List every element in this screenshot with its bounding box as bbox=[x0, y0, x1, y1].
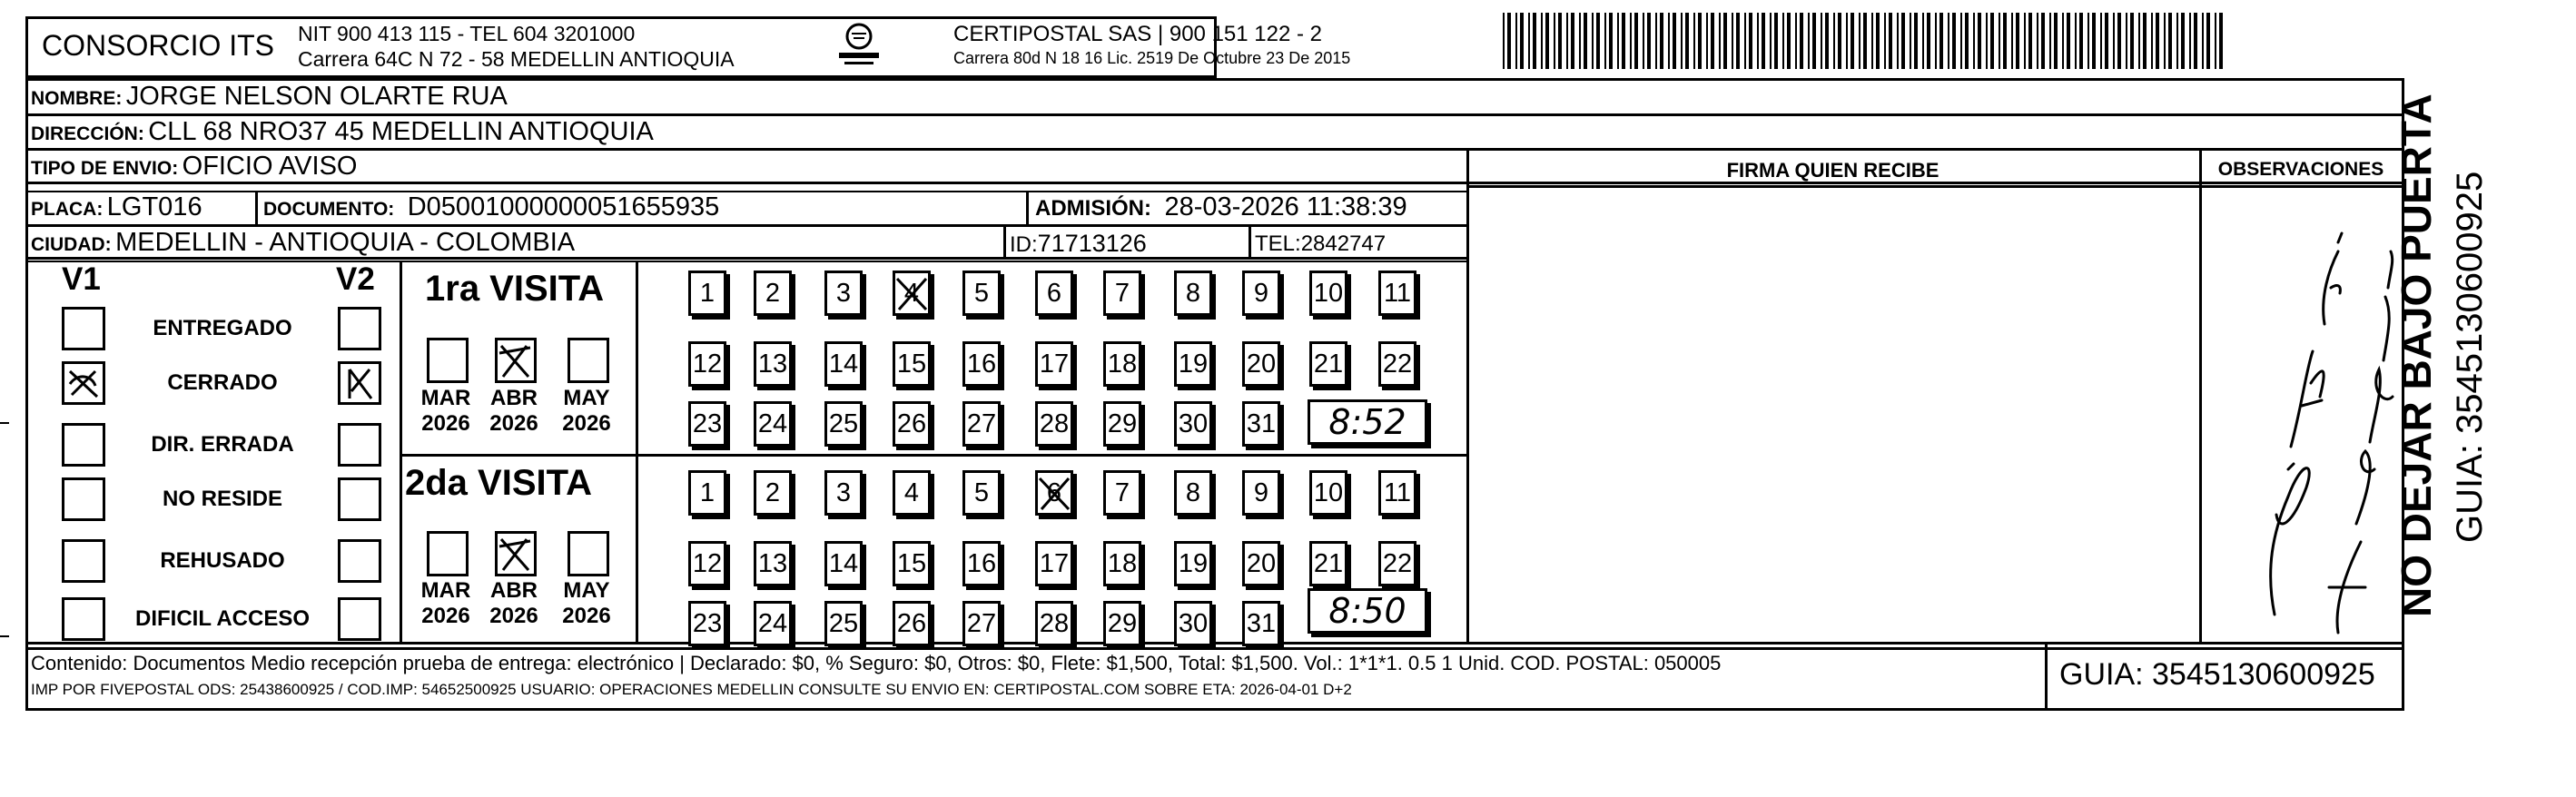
day-box[interactable]: 31 bbox=[1242, 601, 1280, 646]
tel-field bbox=[1255, 231, 1386, 257]
barcode-bar bbox=[1660, 13, 1663, 69]
barcode-bar bbox=[1990, 13, 1994, 69]
barcode-bar bbox=[1668, 13, 1670, 69]
day-box[interactable]: 26 bbox=[893, 601, 931, 646]
day-box[interactable]: 23 bbox=[688, 401, 726, 447]
month-checkbox[interactable] bbox=[427, 338, 469, 383]
firma-header: FIRMA QUIEN RECIBE bbox=[1726, 159, 1939, 182]
day-box[interactable]: 21 bbox=[1309, 341, 1347, 387]
barcode-bar bbox=[1986, 13, 1988, 69]
v2-checkbox[interactable] bbox=[338, 597, 381, 641]
barcode-bar bbox=[1965, 13, 1969, 69]
day-box[interactable]: 16 bbox=[962, 341, 1001, 387]
barcode-bar bbox=[1719, 13, 1721, 69]
day-box[interactable]: 17 bbox=[1035, 541, 1073, 586]
barcode-bar bbox=[2176, 13, 2178, 69]
barcode-bar bbox=[1901, 13, 1905, 69]
day-box[interactable]: 3 bbox=[824, 470, 863, 516]
barcode-bar bbox=[1533, 13, 1536, 69]
barcode-bar bbox=[1871, 13, 1873, 69]
visit1-title: 1ra VISITA bbox=[425, 269, 605, 309]
day-box[interactable]: 14 bbox=[824, 341, 863, 387]
barcode-bar bbox=[1711, 13, 1714, 69]
month-checkbox[interactable] bbox=[568, 338, 609, 383]
barcode-bar bbox=[2054, 13, 2058, 69]
barcode-bar bbox=[1732, 13, 1733, 69]
day-box[interactable]: 17 bbox=[1035, 341, 1073, 387]
barcode-bar bbox=[1910, 13, 1911, 69]
status-label: CERRADO bbox=[167, 370, 278, 395]
barcode-bar bbox=[1863, 13, 1867, 69]
month-label: MAY 2026 bbox=[562, 578, 611, 628]
month-checkbox[interactable] bbox=[495, 531, 537, 576]
barcode-bar bbox=[1681, 13, 1683, 69]
barcode-bar bbox=[1914, 13, 1918, 69]
day-box[interactable]: 10 bbox=[1309, 470, 1347, 516]
company-address: Carrera 64C N 72 - 58 MEDELLIN ANTIOQUIA bbox=[298, 47, 735, 71]
ciudad-label: CIUDAD: bbox=[31, 234, 112, 255]
visit2-time: 8:50 bbox=[1328, 591, 1406, 631]
day-box[interactable]: 19 bbox=[1174, 541, 1212, 586]
barcode-bar bbox=[2219, 13, 2223, 69]
barcode-bar bbox=[1922, 13, 1924, 69]
day-box[interactable]: 20 bbox=[1242, 341, 1280, 387]
day-box[interactable]: 4 bbox=[893, 271, 931, 316]
barcode-bar bbox=[1787, 13, 1791, 69]
barcode-bar bbox=[1800, 13, 1803, 69]
placa-value: LGT016 bbox=[106, 192, 202, 221]
v1-checkbox[interactable] bbox=[62, 307, 105, 350]
day-box[interactable]: 2 bbox=[754, 470, 792, 516]
barcode-bar bbox=[2024, 13, 2026, 69]
barcode bbox=[1503, 13, 2229, 69]
month-checkbox[interactable] bbox=[568, 531, 609, 576]
barcode-bar bbox=[1503, 13, 1505, 69]
barcode-bar bbox=[1808, 13, 1810, 69]
barcode-bar bbox=[1579, 13, 1581, 69]
barcode-bar bbox=[2215, 13, 2216, 69]
barcode-bar bbox=[1851, 13, 1854, 69]
day-box[interactable]: 19 bbox=[1174, 341, 1212, 387]
nombre-label: NOMBRE: bbox=[31, 88, 123, 109]
footer-box bbox=[25, 644, 2404, 711]
barcode-bar bbox=[1876, 13, 1880, 69]
day-box[interactable]: 28 bbox=[1035, 401, 1073, 447]
barcode-bar bbox=[1762, 13, 1765, 69]
barcode-bar bbox=[2151, 13, 2153, 69]
month-label: ABR 2026 bbox=[489, 578, 538, 628]
barcode-bar bbox=[2168, 13, 2172, 69]
firma-area[interactable] bbox=[1469, 188, 2199, 642]
barcode-bar bbox=[2189, 13, 2191, 69]
month-label: MAR 2026 bbox=[420, 578, 471, 628]
day-box[interactable]: 1 bbox=[688, 271, 726, 316]
barcode-bar bbox=[1897, 13, 1899, 69]
side-guia: GUIA: 3545130600925 bbox=[2450, 171, 2490, 543]
barcode-bar bbox=[1846, 13, 1848, 69]
v2-checkbox[interactable] bbox=[338, 307, 381, 350]
barcode-bar bbox=[1948, 13, 1949, 69]
barcode-bar bbox=[1554, 13, 1555, 69]
side-no-dejar: NO DEJAR BAJO PUERTA bbox=[2393, 93, 2440, 617]
barcode-bar bbox=[1736, 13, 1740, 69]
margin-mark-top bbox=[0, 422, 9, 424]
documento-label: DOCUMENTO: bbox=[263, 199, 395, 220]
barcode-bar bbox=[2117, 13, 2121, 69]
barcode-bar bbox=[1520, 13, 1524, 69]
direccion-label: DIRECCIÓN: bbox=[31, 123, 144, 144]
day-box[interactable]: 18 bbox=[1103, 341, 1141, 387]
barcode-bar bbox=[2079, 13, 2083, 69]
day-box[interactable]: 24 bbox=[754, 601, 792, 646]
nombre-value: JORGE NELSON OLARTE RUA bbox=[125, 82, 508, 111]
day-box[interactable]: 9 bbox=[1242, 271, 1280, 316]
barcode-bar bbox=[1604, 13, 1606, 69]
day-box[interactable]: 30 bbox=[1174, 601, 1212, 646]
barcode-bar bbox=[1825, 13, 1829, 69]
day-box[interactable]: 7 bbox=[1103, 271, 1141, 316]
placa-label: PLACA: bbox=[31, 199, 104, 220]
nombre-row bbox=[31, 82, 508, 112]
day-box[interactable]: 3 bbox=[824, 271, 863, 316]
day-box[interactable]: 14 bbox=[824, 541, 863, 586]
day-box[interactable]: 24 bbox=[754, 401, 792, 447]
day-box[interactable]: 12 bbox=[688, 541, 726, 586]
barcode-bar bbox=[1545, 13, 1549, 69]
barcode-bar bbox=[1838, 13, 1841, 69]
day-box[interactable]: 16 bbox=[962, 541, 1001, 586]
barcode-bar bbox=[1693, 13, 1695, 69]
barcode-bar bbox=[1757, 13, 1759, 69]
barcode-bar bbox=[2067, 13, 2070, 69]
day-box[interactable]: 5 bbox=[962, 271, 1001, 316]
barcode-bar bbox=[1723, 13, 1727, 69]
barcode-bar bbox=[1749, 13, 1752, 69]
barcode-bar bbox=[1655, 13, 1657, 69]
day-box[interactable]: 15 bbox=[893, 341, 931, 387]
barcode-bar bbox=[2075, 13, 2077, 69]
v2-label: V2 bbox=[336, 261, 375, 297]
visit1-time-box bbox=[1308, 399, 1427, 445]
barcode-bar bbox=[2041, 13, 2045, 69]
barcode-bar bbox=[1571, 13, 1574, 69]
direccion-row bbox=[31, 117, 654, 147]
barcode-bar bbox=[1960, 13, 1962, 69]
day-box[interactable]: 29 bbox=[1103, 601, 1141, 646]
day-box[interactable]: 1 bbox=[688, 470, 726, 516]
day-box[interactable]: 8 bbox=[1174, 271, 1212, 316]
barcode-bar bbox=[1647, 13, 1651, 69]
barcode-bar bbox=[2105, 13, 2108, 69]
barcode-bar bbox=[1630, 13, 1632, 69]
day-box[interactable]: 10 bbox=[1309, 271, 1347, 316]
barcode-bar bbox=[1592, 13, 1594, 69]
day-box[interactable]: 27 bbox=[962, 601, 1001, 646]
day-box[interactable]: 12 bbox=[688, 341, 726, 387]
barcode-bar bbox=[2011, 13, 2013, 69]
ciudad-value: MEDELLIN - ANTIOQUIA - COLOMBIA bbox=[115, 228, 576, 257]
barcode-bar bbox=[2130, 13, 2134, 69]
tipo-label: TIPO DE ENVIO: bbox=[31, 158, 179, 179]
barcode-bar bbox=[1622, 13, 1625, 69]
placa-field bbox=[31, 192, 202, 222]
barcode-bar bbox=[2092, 13, 2096, 69]
footer-guia: GUIA: 3545130600925 bbox=[2059, 657, 2375, 692]
barcode-bar bbox=[1596, 13, 1600, 69]
v1-checkbox[interactable] bbox=[62, 477, 105, 521]
id-field bbox=[1010, 230, 1147, 258]
v2-checkbox[interactable] bbox=[338, 539, 381, 583]
day-box[interactable]: 23 bbox=[688, 601, 726, 646]
barcode-bar bbox=[1528, 13, 1530, 69]
v1-checkbox[interactable] bbox=[62, 361, 105, 405]
barcode-bar bbox=[1584, 13, 1587, 69]
barcode-bar bbox=[2028, 13, 2032, 69]
barcode-bar bbox=[2113, 13, 2115, 69]
barcode-bar bbox=[1999, 13, 2000, 69]
admision-label: ADMISIÓN: bbox=[1035, 196, 1151, 221]
barcode-bar bbox=[2003, 13, 2007, 69]
day-box[interactable]: 26 bbox=[893, 401, 931, 447]
day-box[interactable]: 31 bbox=[1242, 401, 1280, 447]
day-box[interactable]: 25 bbox=[824, 601, 863, 646]
day-box[interactable]: 6 bbox=[1035, 271, 1073, 316]
barcode-bar bbox=[1643, 13, 1644, 69]
status-label: NO RESIDE bbox=[162, 487, 283, 511]
barcode-bar bbox=[1821, 13, 1822, 69]
visit2-title: 2da VISITA bbox=[405, 463, 592, 503]
admision-field bbox=[1035, 192, 1407, 222]
barcode-bar bbox=[1884, 13, 1886, 69]
barcode-bar bbox=[1770, 13, 1772, 69]
barcode-bar bbox=[1935, 13, 1937, 69]
visit2-time-box bbox=[1308, 588, 1427, 634]
month-label: ABR 2026 bbox=[489, 386, 538, 436]
day-box[interactable]: 22 bbox=[1378, 341, 1416, 387]
barcode-bar bbox=[2181, 13, 2185, 69]
footer-contenido: Contenido: Documentos Medio recepción prueba de entrega: electrónico | Declarado: $0, % Seguro: $0, Otros: $0, Flete: $1,500, Total: $1,500. Vol.: 1*1*1. 0.5 1 Unid. COD. POSTAL: 050005 bbox=[31, 652, 1722, 674]
day-box[interactable]: 5 bbox=[962, 470, 1001, 516]
day-box[interactable]: 6 bbox=[1035, 470, 1073, 516]
day-box[interactable]: 11 bbox=[1378, 470, 1416, 516]
day-box[interactable]: 8 bbox=[1174, 470, 1212, 516]
barcode-bar bbox=[2016, 13, 2019, 69]
direccion-value: CLL 68 NRO37 45 MEDELLIN ANTIOQUIA bbox=[148, 117, 654, 146]
barcode-bar bbox=[1685, 13, 1689, 69]
barcode-bar bbox=[1673, 13, 1676, 69]
status-label: DIFICIL ACCESO bbox=[134, 606, 310, 631]
barcode-bar bbox=[1889, 13, 1892, 69]
day-box[interactable]: 28 bbox=[1035, 601, 1073, 646]
barcode-bar bbox=[2164, 13, 2166, 69]
status-label: REHUSADO bbox=[160, 548, 285, 573]
barcode-bar bbox=[2156, 13, 2159, 69]
v1-checkbox[interactable] bbox=[62, 539, 105, 583]
barcode-bar bbox=[1952, 13, 1956, 69]
barcode-bar bbox=[1973, 13, 1975, 69]
day-box[interactable]: 13 bbox=[754, 341, 792, 387]
barcode-bar bbox=[1507, 13, 1511, 69]
company-name: CONSORCIO ITS bbox=[42, 29, 275, 62]
barcode-bar bbox=[1774, 13, 1778, 69]
v2-checkbox[interactable] bbox=[338, 477, 381, 521]
barcode-bar bbox=[1978, 13, 1981, 69]
admision-value: 28-03-2026 11:38:39 bbox=[1164, 192, 1407, 221]
id-value: 71713126 bbox=[1037, 230, 1147, 257]
barcode-bar bbox=[1634, 13, 1638, 69]
barcode-bar bbox=[1812, 13, 1816, 69]
barcode-bar bbox=[2087, 13, 2089, 69]
barcode-bar bbox=[1558, 13, 1562, 69]
margin-mark-bottom bbox=[0, 635, 9, 637]
barcode-bar bbox=[1939, 13, 1943, 69]
barcode-bar bbox=[1927, 13, 1930, 69]
day-box[interactable]: 18 bbox=[1103, 541, 1141, 586]
day-box[interactable]: 22 bbox=[1378, 541, 1416, 586]
barcode-bar bbox=[2126, 13, 2127, 69]
carrier-name: CERTIPOSTAL SAS | 900 151 122 - 2 bbox=[953, 22, 1322, 46]
footer-imp: IMP POR FIVEPOSTAL ODS: 25438600925 / COD.IMP: 54652500925 USUARIO: OPERACIONES MEDELLIN CONSULTE SU ENVIO EN: CERTIPOSTAL.COM SOBRE ETA: 2026-04-01 D+2 bbox=[31, 681, 1352, 698]
observaciones-header: OBSERVACIONES bbox=[2217, 159, 2384, 180]
barcode-bar bbox=[1795, 13, 1797, 69]
barcode-bar bbox=[2206, 13, 2210, 69]
barcode-bar bbox=[1617, 13, 1619, 69]
documento-value: D05001000000051655935 bbox=[407, 192, 720, 221]
barcode-bar bbox=[1833, 13, 1835, 69]
barcode-bar bbox=[1782, 13, 1784, 69]
day-box[interactable]: 30 bbox=[1174, 401, 1212, 447]
day-box[interactable]: 29 bbox=[1103, 401, 1141, 447]
day-box[interactable]: 20 bbox=[1242, 541, 1280, 586]
barcode-bar bbox=[1515, 13, 1517, 69]
company-nit: NIT 900 413 115 - TEL 604 3201000 bbox=[298, 22, 636, 45]
v1-checkbox[interactable] bbox=[62, 597, 105, 641]
barcode-bar bbox=[2202, 13, 2204, 69]
day-box[interactable]: 4 bbox=[893, 470, 931, 516]
day-box[interactable]: 27 bbox=[962, 401, 1001, 447]
month-label: MAY 2026 bbox=[562, 386, 611, 436]
day-box[interactable]: 21 bbox=[1309, 541, 1347, 586]
status-label: DIR. ERRADA bbox=[151, 432, 294, 457]
tel-label: TEL: bbox=[1255, 231, 1301, 256]
visit1-time: 8:52 bbox=[1328, 402, 1406, 442]
tipo-row bbox=[31, 152, 357, 182]
barcode-bar bbox=[1541, 13, 1543, 69]
day-box[interactable]: 2 bbox=[754, 271, 792, 316]
tipo-value: OFICIO AVISO bbox=[182, 152, 358, 181]
month-label: MAR 2026 bbox=[420, 386, 471, 436]
observaciones-handwriting bbox=[2202, 188, 2400, 642]
barcode-bar bbox=[2037, 13, 2038, 69]
day-box[interactable]: 9 bbox=[1242, 470, 1280, 516]
barcode-bar bbox=[1609, 13, 1613, 69]
day-box[interactable]: 11 bbox=[1378, 271, 1416, 316]
month-checkbox[interactable] bbox=[427, 531, 469, 576]
barcode-bar bbox=[1859, 13, 1860, 69]
day-box[interactable]: 7 bbox=[1103, 470, 1141, 516]
ciudad-field bbox=[31, 228, 575, 258]
day-box[interactable]: 15 bbox=[893, 541, 931, 586]
barcode-bar bbox=[2138, 13, 2140, 69]
carrier-license: Carrera 80d N 18 16 Lic. 2519 De Octubre 23 De 2015 bbox=[953, 49, 1351, 67]
documento-field bbox=[263, 192, 719, 222]
v2-checkbox[interactable] bbox=[338, 423, 381, 467]
barcode-bar bbox=[1706, 13, 1708, 69]
v2-checkbox[interactable] bbox=[338, 361, 381, 405]
barcode-bar bbox=[2194, 13, 2197, 69]
barcode-bar bbox=[2049, 13, 2051, 69]
month-checkbox[interactable] bbox=[495, 338, 537, 383]
barcode-bar bbox=[2100, 13, 2102, 69]
certipostal-logo bbox=[834, 20, 884, 71]
barcode-bar bbox=[1566, 13, 1568, 69]
id-label: ID: bbox=[1010, 232, 1038, 257]
barcode-bar bbox=[1698, 13, 1702, 69]
barcode-bar bbox=[2143, 13, 2147, 69]
day-box[interactable]: 13 bbox=[754, 541, 792, 586]
v1-label: V1 bbox=[62, 261, 101, 297]
barcode-bar bbox=[1744, 13, 1746, 69]
barcode-bar bbox=[2062, 13, 2064, 69]
v1-checkbox[interactable] bbox=[62, 423, 105, 467]
tel-value: 2842747 bbox=[1300, 231, 1387, 256]
status-label: ENTREGADO bbox=[153, 316, 292, 340]
day-box[interactable]: 25 bbox=[824, 401, 863, 447]
